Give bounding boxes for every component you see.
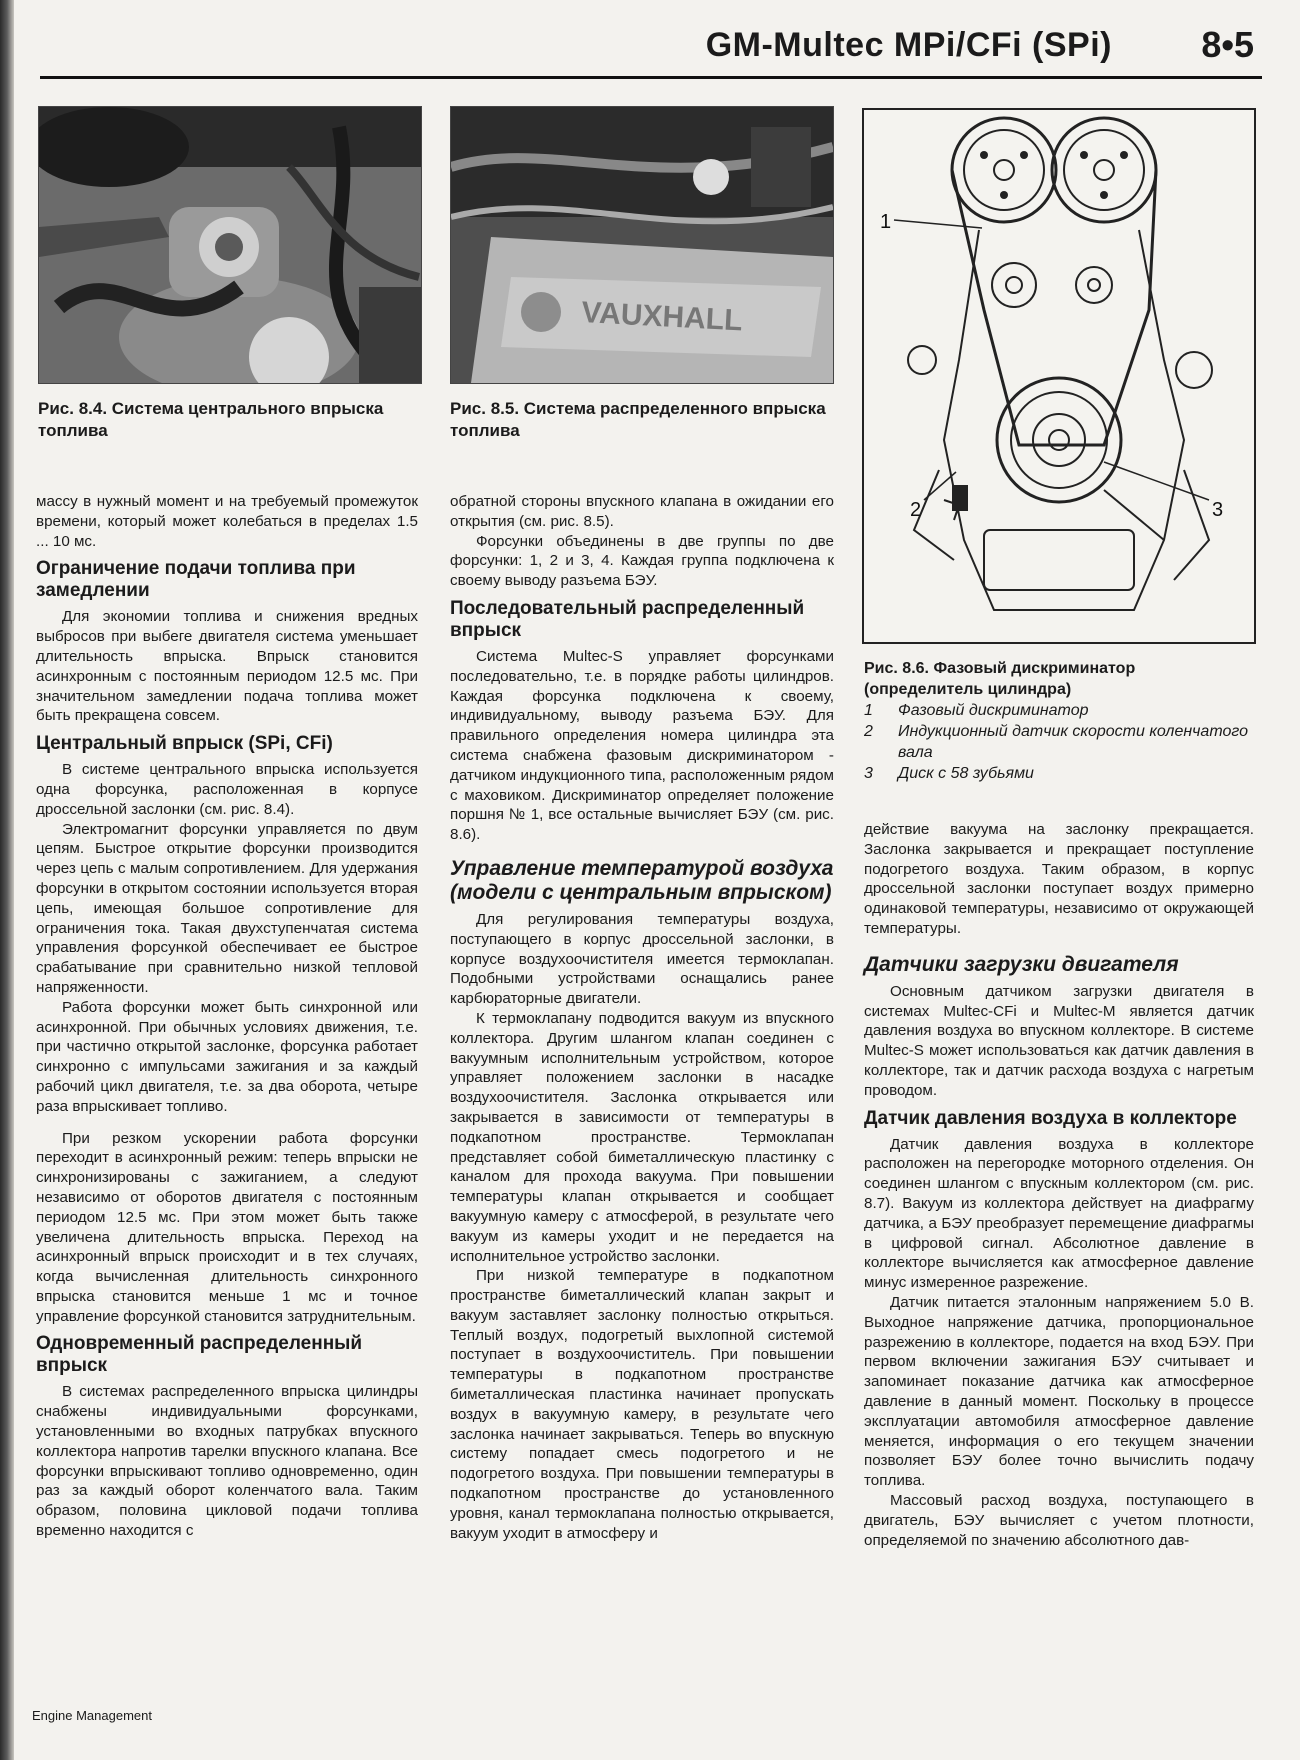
callout-3: 3 — [1212, 499, 1224, 521]
paragraph: массу в нужный момент и на требуемый промежуток времени, который может колебаться в пределах 1.5 ... 10 мс. — [36, 493, 418, 550]
paragraph: Массовый расход воздуха, поступающего в двигатель, БЭУ вычисляет с учетом плотности, определяемой по значению абсолютного дав- — [864, 1491, 1254, 1549]
paragraph: Система Multec-S управляет форсунками последовательно, т.е. в порядке работы цилиндров. Каждая форсунка подключена к своему, индивидуальному, выводу разъема БЭУ. Для правильного определения номера цилиндра эта система снабжена фазовым дискриминатором - датчиком индукционного типа, расположенным рядом с маховиком. Дискриминатор определяет положение поршня № 1, все остальные вычисляет БЭУ (см. рис. 8.6). — [450, 647, 834, 844]
section-heading: Одновременный распределенный впрыск — [36, 1333, 363, 1377]
header-title: GM-Multec MPi/CFi (SPi) — [705, 26, 1112, 64]
caption-8-4-label: Рис. 8.4. — [38, 399, 108, 418]
paragraph: действие вакуума на заслонку прекращается. Заслонка закрывается и прекращает поступление подогретого воздуха. Таким образом, в корпус дроссельной заслонки поступает воздух примерно одинаковой температуры, независимо от окружающей температуры. — [864, 821, 1254, 937]
paragraph: Для регулирования температуры воздуха, поступающего в корпус дроссельной заслонки, в корпусе воздухоочистителя имеется термоклапан. Подобными устройствами оснащались ранее карбюраторные двигатели. — [450, 910, 834, 1008]
legend-text: Диск с 58 зубьями — [898, 765, 1034, 782]
page-header — [40, 22, 1262, 79]
paragraph: К термоклапану подводится вакуум из впускного коллектора. Другим шлангом клапан соединен с вакуумным исполнительным устройством, которое управляет положением заслонки в насадке воздухоочистителя. Заслонка открывается или закрывается в зависимости от температуры в подкапотном пространстве. Термоклапан представляет собой биметаллическую пластинку с каналом для прохода вакуума. При повышении температуры клапан открывается и сообщает вакуумную камеру с атмосферой, в результате чего вакуум из камеры уходит и не передается на исполнительное устройство заслонки. — [450, 1009, 834, 1265]
footer-label: Engine Management — [32, 1708, 152, 1723]
section-heading: Датчик давления воздуха в коллекторе — [864, 1107, 1237, 1129]
photo-distributed-injection — [450, 106, 834, 384]
paragraph: При низкой температуре в подкапотном пространстве биметаллический клапан закрыт и вакуум заставляет заслонку полностью открыться. Теплый воздух, подогретый выхлопной системой поступает в воздухоочиститель. При повышении температуры в подкапотном пространстве биметаллическая пластинка начинает пропускать воздух в вакуумную камеру, в результате чего заслонка начинает закрываться. Теперь во впускную систему попадает смесь подогретого и не подогретого воздуха. При повышении температуры в подкапотном пространстве до установленного уровня, канал термоклапана полностью открывается, вакуум уходит в атмосферу и — [450, 1267, 834, 1542]
paragraph: Работа форсунки может быть синхронной или асинхронной. При обычных условиях движения, т.е. при частично открытой заслонке, форсунка работает синхронно с импульсами зажигания и за каждый рабочий цикл двигателя, т.е. за два оборота, четыре раза впрыскивает топливо. — [36, 998, 418, 1115]
page-number: 8•5 — [1201, 24, 1254, 65]
caption-8-6-label: Рис. 8.6. — [864, 660, 929, 677]
paragraph: Датчик давления воздуха в коллекторе расположен на перегородке моторного отделения. Он соединен шлангом с впускным коллектором (см. рис. 8.7). Вакуум из коллектора действует на диафрагму датчика, а БЭУ преобразует перемещение диафрагмы в цифровой сигнал. Абсолютное давление в коллекторе вычисляется как атмосферное давление минус измеренное разрежение. — [864, 1135, 1254, 1292]
legend-item — [864, 763, 1256, 784]
paragraph: В системах распределенного впрыска цилиндры снабжены индивидуальными форсунками, установленными во входных патрубках впускного коллектора напротив тарелки впускного клапана. Все форсунки впрыскивают топливо одновременно, один раз за каждый оборот коленчатого вала. Таким образом, половина цикловой подачи топлива временно находится с — [36, 1383, 418, 1540]
legend-text: Индукционный датчик скорости коленчатого вала — [898, 723, 1248, 761]
vauxhall-engraving: VAUXHALL — [580, 296, 744, 338]
paragraph: Датчик питается эталонным напряжением 5.0 В. Выходное напряжение датчика, пропорциональное разрежению в коллекторе, подается на вход БЭУ. При первом включении зажигания БЭУ считывает и запоминает показание датчика как атмосферное давление в данный момент. Поскольку в процессе эксплуатации автомобиля атмосферное давление меняется, информация о его текущем значении позволяет БЭУ более точно вычислить подачу топлива. — [864, 1293, 1254, 1490]
section-heading: Последовательный распределенный впрыск — [450, 597, 805, 641]
engine-timing-diagram — [864, 110, 1254, 642]
caption-8-5-label: Рис. 8.5. — [450, 399, 520, 418]
text-column-3 — [864, 820, 1254, 1550]
caption-fig-8-5 — [450, 398, 834, 442]
paragraph: Электромагнит форсунки управляется по двум цепям. Быстрое открытие форсунки производится через цепь с малым сопротивлением. Для удержания форсунки в открытом состоянии используется вторая цепь, имеющая большое сопротивление для ограничения тока. Такая двухступенчатая система управления форсункой обеспечивает ее быстрое срабатывание при сравнительно низкой тепловой напряженности. — [36, 820, 418, 996]
caption-fig-8-6 — [864, 658, 1256, 784]
paragraph: обратной стороны впускного клапана в ожидании его открытия (см. рис. 8.5). — [450, 493, 834, 530]
legend-num: 2 — [864, 723, 873, 740]
section-heading: Датчики загрузки двигателя — [864, 952, 1179, 976]
paragraph: Основным датчиком загрузки двигателя в системах Multec-CFi и Multec-M является датчик давления воздуха во впускном коллекторе. В системе Multec-S может использоваться как датчик давления в коллекторе, так и датчик расхода воздуха с нагретым проводом. — [864, 982, 1254, 1099]
section-heading: Управление температурой воздуха (модели с центральным впрыском) — [450, 856, 834, 904]
paragraph: В системе центрального впрыска используется одна форсунка, расположенная в корпусе дроссельной заслонки (см. рис. 8.4). — [36, 761, 418, 818]
caption-8-6-text: Фазовый дискриминатор (определитель цилиндра) — [864, 660, 1136, 698]
legend-item — [864, 721, 1256, 763]
paragraph: Для экономии топлива и снижения вредных выбросов при выбеге двигателя система уменьшает длительность впрыска. Впрыск становится асинхронным с постоянным периодом 12.5 мс. При значительном замедлении подача топлива может быть прекращена совсем. — [36, 608, 418, 725]
text-column-1 — [36, 492, 418, 1541]
caption-fig-8-4 — [38, 398, 422, 442]
legend-num: 1 — [864, 702, 873, 719]
caption-8-6-title — [864, 658, 1256, 700]
diagram-phase-discriminator — [862, 108, 1256, 644]
legend-text: Фазовый дискриминатор — [898, 702, 1089, 719]
legend-num: 3 — [864, 765, 873, 782]
photo-8-4-image — [39, 107, 421, 383]
callout-2: 2 — [910, 499, 922, 521]
photo-central-injection — [38, 106, 422, 384]
legend-item — [864, 700, 1256, 721]
text-column-2 — [450, 492, 834, 1543]
caption-8-4-text: Система центрального впрыска топлива — [38, 399, 384, 440]
book-binding-shadow — [0, 0, 14, 1760]
section-heading: Ограничение подачи топлива при замедлении — [36, 558, 356, 602]
callout-1: 1 — [880, 211, 892, 233]
paragraph: Форсунки объединены в две группы по две форсунки: 1, 2 и 3, 4. Каждая группа подключена к своему выводу разъема БЭУ. — [450, 532, 834, 590]
caption-8-5-text: Система распределенного впрыска топлива — [450, 399, 826, 440]
photo-8-5-image — [451, 107, 833, 383]
section-heading: Центральный впрыск (SPi, CFi) — [36, 733, 333, 755]
paragraph: При резком ускорении работа форсунки переходит в асинхронный режим: теперь впрыски не синхронизированы с зажиганием, а следуют независимо от оборотов двигателя с постоянным периодом 12.5 мс. При этом может быть также увеличена длительность впрыска. Переход на асинхронный впрыск происходит и в тех случаях, когда вычисленная длительность синхронного впрыска становится меньше 1 мс и точное управление форсункой становится затруднительным. — [36, 1129, 418, 1325]
